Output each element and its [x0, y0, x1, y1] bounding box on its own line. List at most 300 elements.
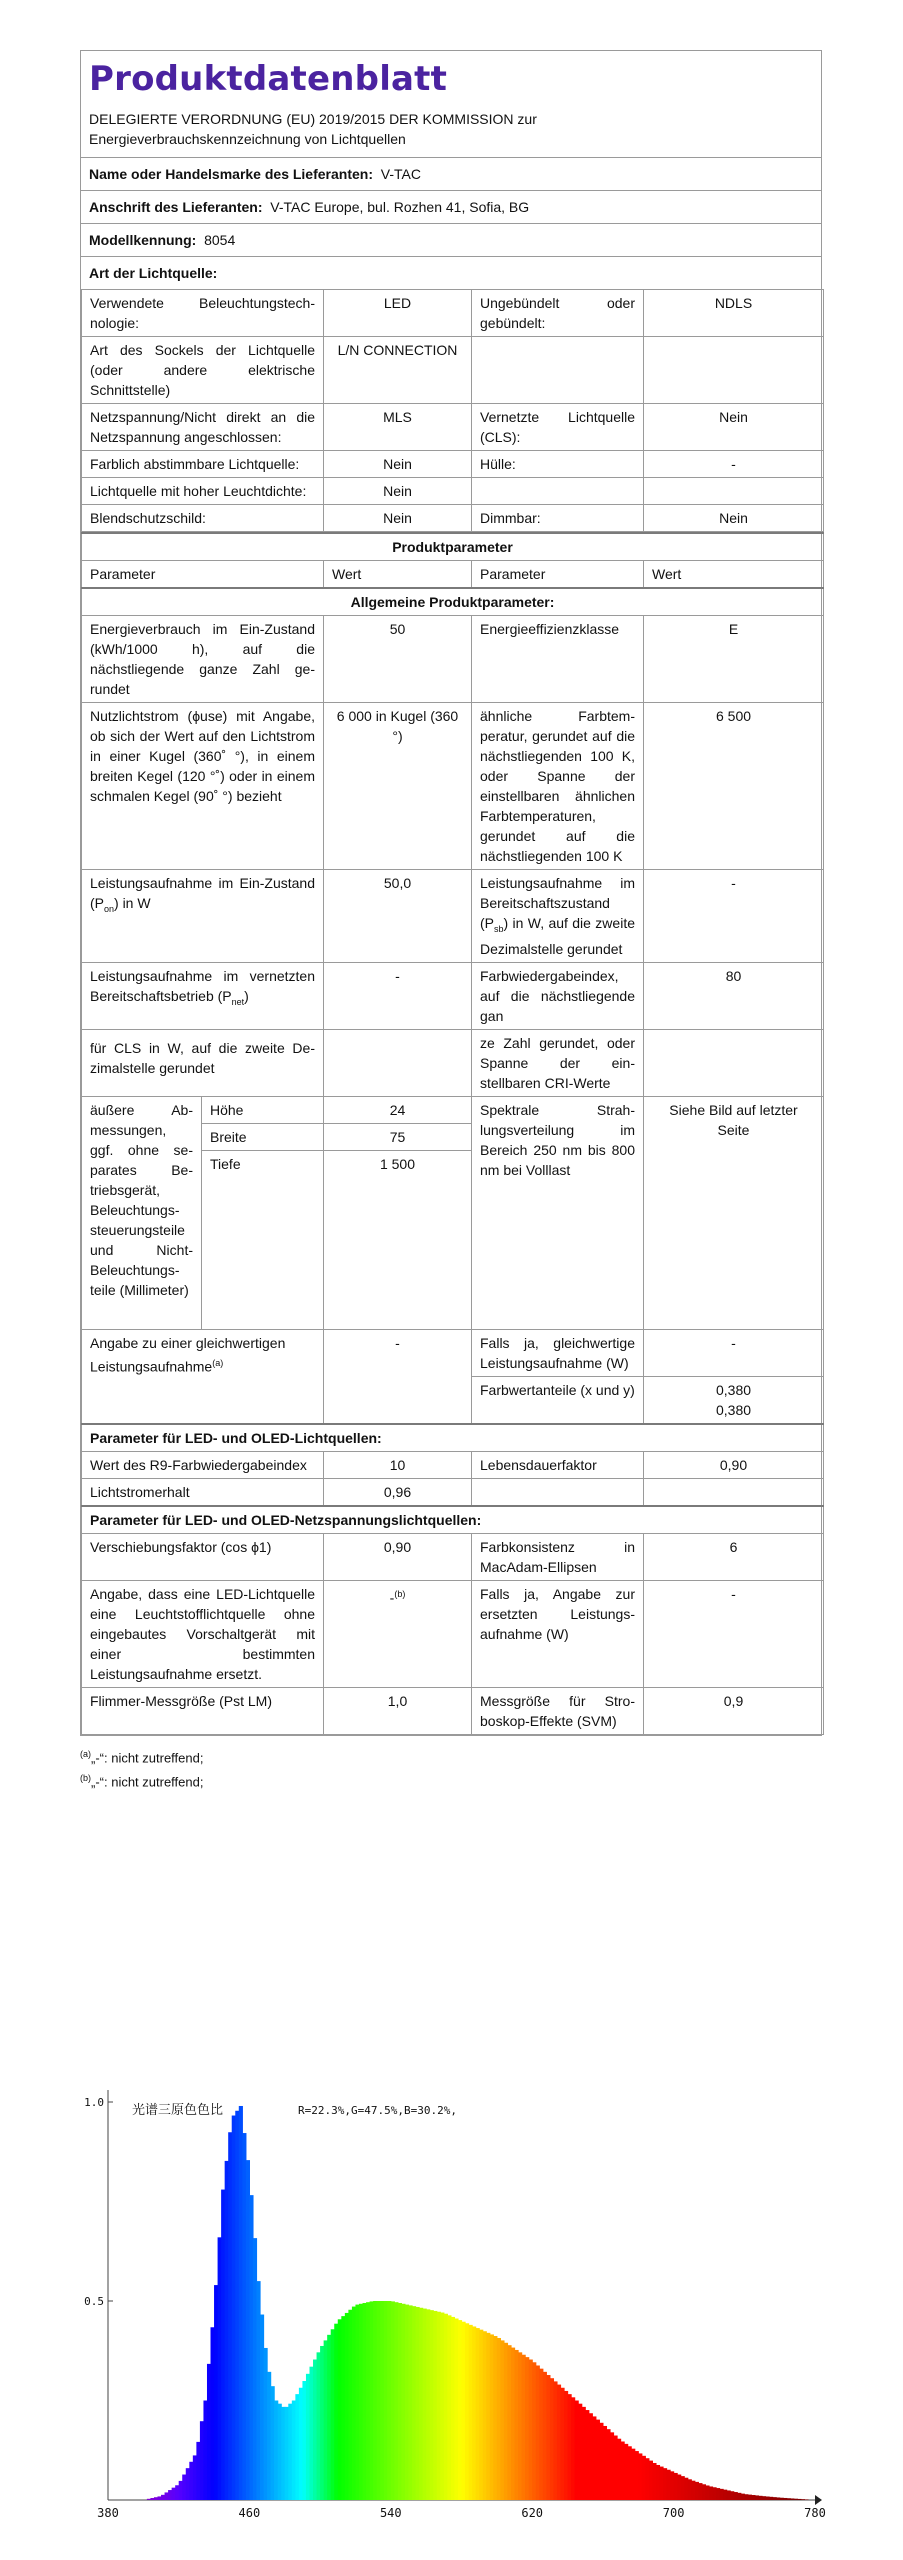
- supplier-address-label: Anschrift des Lieferanten:: [89, 199, 263, 215]
- survival-factor-value: 0,90: [644, 1451, 824, 1478]
- spectrum-bar: [751, 2495, 755, 2500]
- spectrum-bar: [766, 2497, 770, 2501]
- footnote-b-mark: (b): [80, 1773, 91, 1784]
- type-value-1: LED: [324, 290, 472, 337]
- table-row: [82, 1580, 824, 1687]
- spectrum-bar: [334, 2324, 338, 2500]
- type-param-1: Blendschutzschild:: [82, 505, 324, 532]
- spectrum-bar: [355, 2305, 359, 2500]
- spectrum-bar: [677, 2475, 681, 2500]
- spectrum-bar: [285, 2407, 289, 2500]
- spectrum-bar: [769, 2497, 773, 2500]
- spectrum-bar: [667, 2470, 671, 2500]
- spectrum-bar: [324, 2340, 328, 2500]
- spectrum-bar: [589, 2413, 593, 2500]
- spectrum-bar: [150, 2498, 154, 2500]
- spectrum-bar: [801, 2499, 805, 2500]
- spectrum-bar: [398, 2303, 402, 2500]
- spectrum-bar: [688, 2479, 692, 2500]
- spectrum-bar: [239, 2106, 243, 2500]
- spectrum-bar: [624, 2444, 628, 2500]
- type-row: [82, 404, 824, 451]
- spectrum-bar: [288, 2404, 292, 2500]
- spectrum-bar: [175, 2485, 179, 2500]
- spectrum-bar: [568, 2394, 572, 2500]
- color-consistency-value: 6: [644, 1533, 824, 1580]
- spectrum-bar: [228, 2132, 232, 2500]
- spectrum-bar: [695, 2482, 699, 2500]
- spectrum-bar: [451, 2317, 455, 2500]
- replaced-power-value: -: [644, 1580, 824, 1687]
- spectrum-bar: [345, 2313, 349, 2500]
- dimensions-label: äußere Abmessungen, ggf. ohne separates Betriebsgerät, Beleuchtungssteuerungsteile und Nicht-Beleuchtungsteile (Millimeter): [82, 1096, 202, 1329]
- type-param-1: Art des Sockels der Lichtquelle (oder andere elektrische Schnittstelle): [82, 337, 324, 404]
- mains-section-heading: Parameter für LED- und OLED-Netzspannungslichtquellen:: [82, 1506, 824, 1534]
- spectrum-bar: [320, 2346, 324, 2500]
- spectrum-bar: [211, 2327, 215, 2500]
- spectrum-bar: [631, 2449, 635, 2500]
- spectrum-bar: [716, 2488, 720, 2500]
- color-temperature-label: ähnliche Farbtemperatur, gerundet auf die nächstliegenden 100 K, oder Spanne der einstellbaren ähnlichen Farbtemperaturen, gerundet auf die nächstliegenden 100 K: [472, 703, 644, 870]
- spectrum-bar: [182, 2475, 186, 2500]
- network-standby-value: -: [324, 962, 472, 1029]
- type-row: [82, 451, 824, 478]
- type-param-2: Ungebündelt oder gebündelt:: [472, 290, 644, 337]
- empty-cell: [644, 1029, 824, 1096]
- spectrum-bar: [157, 2496, 161, 2500]
- type-row: [82, 337, 824, 404]
- spectrum-bar: [507, 2345, 511, 2500]
- spectrum-bar: [253, 2238, 257, 2500]
- spectrum-bar: [681, 2476, 685, 2500]
- spectrum-bar: [405, 2305, 409, 2500]
- spectrum-bar: [720, 2489, 724, 2500]
- light-source-type-label: Art der Lichtquelle:: [89, 265, 218, 281]
- energy-class-value: E: [644, 616, 824, 703]
- supplier-name-label: Name oder Handelsmarke des Lieferanten:: [89, 166, 373, 182]
- spectrum-bar: [426, 2309, 430, 2500]
- spectrum-bar: [543, 2372, 547, 2500]
- on-mode-power-text-end: ) in W: [114, 895, 151, 911]
- general-params-heading: Allgemeine Produktparameter:: [82, 588, 824, 616]
- type-value-2: [644, 478, 824, 505]
- spectrum-bar: [490, 2334, 494, 2500]
- spectrum-bar: [408, 2305, 412, 2500]
- type-param-2: Hülle:: [472, 451, 644, 478]
- spectrum-bar: [744, 2494, 748, 2500]
- spectrum-bar: [278, 2404, 282, 2500]
- spectrum-bar: [472, 2326, 476, 2500]
- network-standby-continued: für CLS in W, auf die zweite Dezimalstelle gerundet: [82, 1029, 324, 1096]
- spectrum-bar: [585, 2410, 589, 2500]
- r9-label: Wert des R9-Farbwiedergabeindex: [82, 1451, 324, 1478]
- spectrum-bar: [274, 2401, 278, 2501]
- cri-label: Farbwiedergabeindex, auf die nächstliegende gan: [472, 962, 644, 1029]
- replacement-claim-value: [324, 1580, 472, 1687]
- spectrum-bar: [529, 2360, 533, 2500]
- spectrum-bar: [698, 2483, 702, 2500]
- network-standby-sub: net: [231, 996, 245, 1007]
- type-param-1: Lichtquelle mit hoher Leuchtdichte:: [82, 478, 324, 505]
- column-header-row: [82, 561, 824, 589]
- spectrum-bar: [444, 2314, 448, 2500]
- on-mode-power-label: [82, 870, 324, 963]
- spectrum-bar: [550, 2378, 554, 2500]
- spectrum-bar: [652, 2463, 656, 2500]
- footnote-a-text: „-“: nicht zutreffend;: [91, 1750, 204, 1766]
- chromaticity-x: 0,380: [715, 1381, 752, 1398]
- table-row: [82, 1687, 824, 1734]
- lumen-maintenance-label: Lichtstromerhalt: [82, 1478, 324, 1506]
- spectrum-bar: [748, 2495, 752, 2500]
- regulation-line-2: Energieverbrauchskennzeichnung von Lichtquellen: [89, 131, 406, 147]
- spectrum-bar: [614, 2436, 618, 2500]
- spectrum-bar: [776, 2497, 780, 2500]
- spectrum-bar: [179, 2481, 183, 2500]
- col-param-1: Parameter: [82, 561, 324, 589]
- spectrum-bar: [606, 2429, 610, 2500]
- spectrum-bar: [511, 2348, 515, 2500]
- spectrum-bar: [235, 2111, 239, 2500]
- flicker-value: 1,0: [324, 1687, 472, 1734]
- network-standby-label: [82, 962, 324, 1029]
- empty-cell: [472, 1478, 644, 1506]
- spectrum-bar: [327, 2335, 331, 2500]
- spectrum-bar: [479, 2330, 483, 2500]
- luminous-flux-label: Nutzlichtstrom (ϕuse) mit Angabe, ob sich der Wert auf den Lichtstrom in einer Kugel (360˚ °), in einem breiten Kegel (120 °˚) oder in einem schmalen Kegel (90˚ °) bezieht: [82, 703, 324, 870]
- spectrum-bar: [755, 2495, 759, 2500]
- spectrum-bar: [702, 2484, 706, 2500]
- spectrum-bar: [635, 2451, 639, 2500]
- spectrum-bar: [341, 2316, 345, 2500]
- spectrum-bar: [500, 2340, 504, 2500]
- spectrum-bar: [582, 2407, 586, 2500]
- spectrum-bar: [295, 2394, 299, 2500]
- type-param-1: Netzspannung/Nicht direkt an die Netzspannung angeschlossen:: [82, 404, 324, 451]
- spectrum-bar: [642, 2456, 646, 2500]
- footnote-b: [80, 1768, 822, 1792]
- spectrum-bar: [380, 2301, 384, 2500]
- footnote-a-mark: (a): [80, 1748, 91, 1759]
- spectrum-bar: [674, 2473, 678, 2500]
- spectrum-bar: [370, 2301, 374, 2500]
- spectrum-bar: [447, 2315, 451, 2500]
- table-row: [82, 1096, 824, 1123]
- chromaticity-value: [644, 1376, 824, 1424]
- on-mode-power-sub: on: [104, 903, 115, 914]
- spectrum-bar: [292, 2401, 296, 2501]
- standby-power-text: Leistungsaufnahme im Bereitschaftszustand (P: [480, 875, 635, 931]
- spectrum-bar: [557, 2385, 561, 2500]
- spectrum-bar: [486, 2333, 490, 2500]
- type-value-1: Nein: [324, 478, 472, 505]
- displacement-factor-label: Verschiebungsfaktor (cos ϕ1): [82, 1533, 324, 1580]
- supplier-address-value: V-TAC Europe, bul. Rozhen 41, Sofia, BG: [270, 199, 530, 215]
- x-tick-label: 780: [804, 2506, 826, 2520]
- spectrum-bar: [610, 2432, 614, 2500]
- equivalent-watt-value: -: [644, 1329, 824, 1376]
- title-box: [81, 51, 821, 158]
- spectrum-bar: [189, 2462, 193, 2500]
- spectrum-bar: [207, 2364, 211, 2500]
- spectrum-bar: [599, 2423, 603, 2500]
- color-consistency-label: Farbkonsistenz in MacAdam-Ellipsen: [472, 1533, 644, 1580]
- type-row: [82, 478, 824, 505]
- replacement-claim-text: -: [389, 1589, 395, 1606]
- type-row: [82, 290, 824, 337]
- spectrum-bar: [691, 2481, 695, 2500]
- width-label: Breite: [202, 1123, 324, 1150]
- type-row: [82, 505, 824, 532]
- type-value-1: Nein: [324, 451, 472, 478]
- model-value: 8054: [204, 232, 236, 248]
- spectrum-bar: [267, 2372, 271, 2500]
- spectrum-bar: [242, 2133, 246, 2500]
- spectrum-bar: [532, 2362, 536, 2500]
- spectrum-bar: [260, 2315, 264, 2500]
- equivalent-power-text: Angabe zu einer gleichwertigen Leistungsaufnahme: [90, 1334, 286, 1375]
- y-tick-label: 1.0: [84, 2096, 104, 2109]
- spectrum-bar: [168, 2490, 172, 2500]
- spectrum-bar: [592, 2416, 596, 2500]
- spectrum-bar: [161, 2495, 165, 2500]
- spectrum-bar: [628, 2446, 632, 2500]
- spectrum-bar: [723, 2490, 727, 2500]
- spectrum-bar: [440, 2313, 444, 2500]
- x-tick-label: 540: [379, 2506, 402, 2520]
- spectrum-bar: [741, 2494, 745, 2500]
- cri-value: 80: [644, 962, 824, 1029]
- y-tick-label: 0.5: [84, 2295, 104, 2308]
- empty-cell: [324, 1029, 472, 1096]
- spectrum-bar: [536, 2365, 540, 2500]
- table-row: [82, 962, 824, 1029]
- cri-label-continued: ze Zahl gerundet, oder Spanne der einstellbaren CRI-Werte: [472, 1029, 644, 1096]
- standby-power-text-end: ) in W, auf die zweite Dezimalstelle gerundet: [480, 915, 635, 957]
- col-param-2: Parameter: [472, 561, 644, 589]
- spectrum-bar: [196, 2442, 200, 2500]
- product-params-heading-row: [82, 533, 824, 561]
- chromaticity-y: 0,380: [715, 1401, 752, 1418]
- type-value-2: Nein: [644, 505, 824, 532]
- spectrum-bar: [483, 2331, 487, 2500]
- regulation-line-1: DELEGIERTE VERORDNUNG (EU) 2019/2015 DER KOMMISSION zur: [89, 111, 537, 127]
- spectrum-bar: [221, 2190, 225, 2500]
- spectrum-bar: [518, 2352, 522, 2500]
- spectrum-bar: [734, 2492, 738, 2500]
- spectrum-bar: [394, 2302, 398, 2500]
- r9-value: 10: [324, 1451, 472, 1478]
- spectrum-bar: [659, 2467, 663, 2500]
- table-row: [82, 1329, 824, 1376]
- spectrum-bar: [705, 2485, 709, 2500]
- spectrum-bar: [338, 2319, 342, 2500]
- spectrum-bar: [437, 2312, 441, 2500]
- spectrum-bar: [377, 2301, 381, 2500]
- footnote-b-text: „-“: nicht zutreffend;: [91, 1774, 204, 1790]
- spectrum-bar: [186, 2468, 190, 2500]
- x-tick-label: 620: [521, 2506, 544, 2520]
- spectrum-bar: [331, 2329, 335, 2500]
- spectrum-bar: [670, 2471, 674, 2500]
- standby-power-label: [472, 870, 644, 963]
- x-tick-label: 460: [238, 2506, 261, 2520]
- spectrum-bar: [773, 2497, 777, 2500]
- table-row: [82, 616, 824, 703]
- spectrum-bar: [564, 2391, 568, 2500]
- spectrum-bar: [758, 2496, 762, 2500]
- model-label: Modellkennung:: [89, 232, 197, 248]
- type-value-2: -: [644, 451, 824, 478]
- width-value: 75: [324, 1123, 472, 1150]
- chart-title: 光谱三原色色比: [132, 2103, 224, 2118]
- spectrum-bar: [401, 2304, 405, 2500]
- equivalent-power-label: [82, 1329, 324, 1424]
- spectrum-bar: [560, 2388, 564, 2500]
- survival-factor-label: Lebensdauerfaktor: [472, 1451, 644, 1478]
- spectrum-bar: [493, 2336, 497, 2500]
- supplier-name-value: V-TAC: [380, 166, 421, 182]
- type-param-2: Vernetzte Lichtquelle (CLS):: [472, 404, 644, 451]
- spectrum-bar: [306, 2374, 310, 2500]
- spectrum-bar: [352, 2307, 356, 2500]
- table-row: [82, 1533, 824, 1580]
- footnote-b-ref: (b): [394, 1588, 406, 1599]
- x-tick-label: 700: [662, 2506, 685, 2520]
- spectrum-bar: [469, 2325, 473, 2500]
- page-title: Produktdatenblatt: [89, 59, 448, 99]
- spectrum-bar: [737, 2493, 741, 2500]
- type-param-2: [472, 337, 644, 404]
- spectrum-bar: [172, 2488, 176, 2500]
- spectrum-bar: [546, 2375, 550, 2500]
- general-params-heading-row: [82, 588, 824, 616]
- spectrum-bar: [348, 2310, 352, 2500]
- spectrum-bar: [363, 2303, 367, 2500]
- energy-consumption-label: Energieverbrauch im Ein-Zustand (kWh/1000 h), auf die nächstliegende ganze Zahl gerundet: [82, 616, 324, 703]
- spectrum-bar: [476, 2328, 480, 2500]
- product-params-heading: Produktparameter: [82, 533, 824, 561]
- equivalent-watt-label: Falls ja, gleichwertige Leistungsaufnahme (W): [472, 1329, 644, 1376]
- type-param-1: Verwendete Beleuchtungstechnologie:: [82, 290, 324, 337]
- energy-class-label: Energieeffizienzklasse: [472, 616, 644, 703]
- spectrum-bar: [384, 2301, 388, 2500]
- spectrum-svg: [80, 2080, 826, 2520]
- replaced-power-label: Falls ja, Angabe zur ersetzten Leistungsaufnahme (W): [472, 1580, 644, 1687]
- standby-power-value: -: [644, 870, 824, 963]
- spectrum-bar: [709, 2486, 713, 2500]
- type-param-2: [472, 478, 644, 505]
- spectrum-bar: [203, 2401, 207, 2501]
- spectrum-bar: [281, 2407, 285, 2500]
- spectrum-bar: [391, 2301, 395, 2500]
- on-mode-power-text: Leistungsaufnahme im Ein-Zustand (P: [90, 875, 315, 911]
- type-value-2: NDLS: [644, 290, 824, 337]
- type-value-2: [644, 337, 824, 404]
- spectrum-bar: [621, 2441, 625, 2500]
- table-row: [82, 703, 824, 870]
- datasheet-frame: [80, 50, 822, 1736]
- spectrum-bar: [730, 2491, 734, 2500]
- spectrum-bar: [232, 2116, 236, 2500]
- table-row: [82, 870, 824, 963]
- type-param-2: Dimmbar:: [472, 505, 644, 532]
- spectrum-bar: [193, 2455, 197, 2500]
- spectrum-bar: [762, 2496, 766, 2500]
- table-row: [82, 1478, 824, 1506]
- product-parameters-table: [81, 532, 824, 1735]
- stroboscopic-label: Messgröße für Stroboskop-Effekte (SVM): [472, 1687, 644, 1734]
- empty-cell: [644, 1478, 824, 1506]
- type-value-2: Nein: [644, 404, 824, 451]
- spectrum-bar: [462, 2322, 466, 2500]
- network-standby-text-end: ): [244, 987, 249, 1004]
- table-row: [82, 1029, 824, 1096]
- spectrum-bar: [727, 2490, 731, 2500]
- footnotes: [80, 1744, 822, 1793]
- spectrum-bar: [416, 2307, 420, 2500]
- mains-section-heading-row: [82, 1506, 824, 1534]
- spectrum-bar: [256, 2281, 260, 2500]
- spectrum-bar: [515, 2350, 519, 2500]
- equivalent-power-value: -: [324, 1329, 472, 1424]
- spectrum-bar: [794, 2499, 798, 2500]
- type-param-1: Farblich abstimmbare Lichtquelle:: [82, 451, 324, 478]
- chromaticity-label: Farbwertanteile (x und y): [472, 1376, 644, 1424]
- spectrum-bar: [433, 2311, 437, 2500]
- luminous-flux-value: 6 000 in Kugel (360 °): [324, 703, 472, 870]
- spectrum-bar: [797, 2499, 801, 2500]
- spectrum-bar: [663, 2468, 667, 2500]
- chart-subtitle: R=22.3%,G=47.5%,B=30.2%,: [298, 2104, 457, 2117]
- supplier-name-row: [81, 158, 821, 191]
- spectrum-bar: [165, 2492, 169, 2500]
- replacement-claim-label: Angabe, dass eine LED-Lichtquelle eine Leuchtstofflichtquelle ohne eingebautes Vorschaltgerät mit einer bestimmten Leistungsaufnahme ersetzt.: [82, 1580, 324, 1687]
- spectrum-bar: [684, 2478, 688, 2500]
- spectrum-bar: [596, 2420, 600, 2500]
- spectrum-bar: [225, 2161, 229, 2500]
- spectrum-bar: [787, 2498, 791, 2500]
- spectrum-bar: [804, 2499, 808, 2500]
- spectrum-bar: [366, 2302, 370, 2500]
- displacement-factor-value: 0,90: [324, 1533, 472, 1580]
- spectrum-bar: [200, 2421, 204, 2500]
- spectrum-bar: [649, 2461, 653, 2500]
- type-value-1: MLS: [324, 404, 472, 451]
- led-section-heading: Parameter für LED- und OLED-Lichtquellen:: [82, 1424, 824, 1452]
- spectrum-bar: [214, 2285, 218, 2500]
- spectrum-bar: [790, 2498, 794, 2500]
- spectrum-bar: [359, 2304, 363, 2500]
- spectrum-bar: [246, 2160, 250, 2500]
- type-value-1: Nein: [324, 505, 472, 532]
- spectrum-bar: [419, 2308, 423, 2500]
- spectrum-bar: [373, 2301, 377, 2500]
- energy-consumption-value: 50: [324, 616, 472, 703]
- spectrum-bar: [423, 2309, 427, 2500]
- spectral-distribution-label: Spektrale Strahlungsverteilung im Bereich 250 nm bis 800 nm bei Volllast: [472, 1096, 644, 1329]
- spectrum-bar: [454, 2319, 458, 2500]
- table-row: [82, 1451, 824, 1478]
- spectrum-bar: [218, 2237, 222, 2500]
- flicker-label: Flimmer-Messgröße (Pst LM): [82, 1687, 324, 1734]
- lumen-maintenance-value: 0,96: [324, 1478, 472, 1506]
- stroboscopic-value: 0,9: [644, 1687, 824, 1734]
- spectrum-bar: [302, 2381, 306, 2500]
- footnote-a: [80, 1744, 822, 1768]
- spectrum-bar: [638, 2453, 642, 2500]
- spectrum-bar: [264, 2348, 268, 2500]
